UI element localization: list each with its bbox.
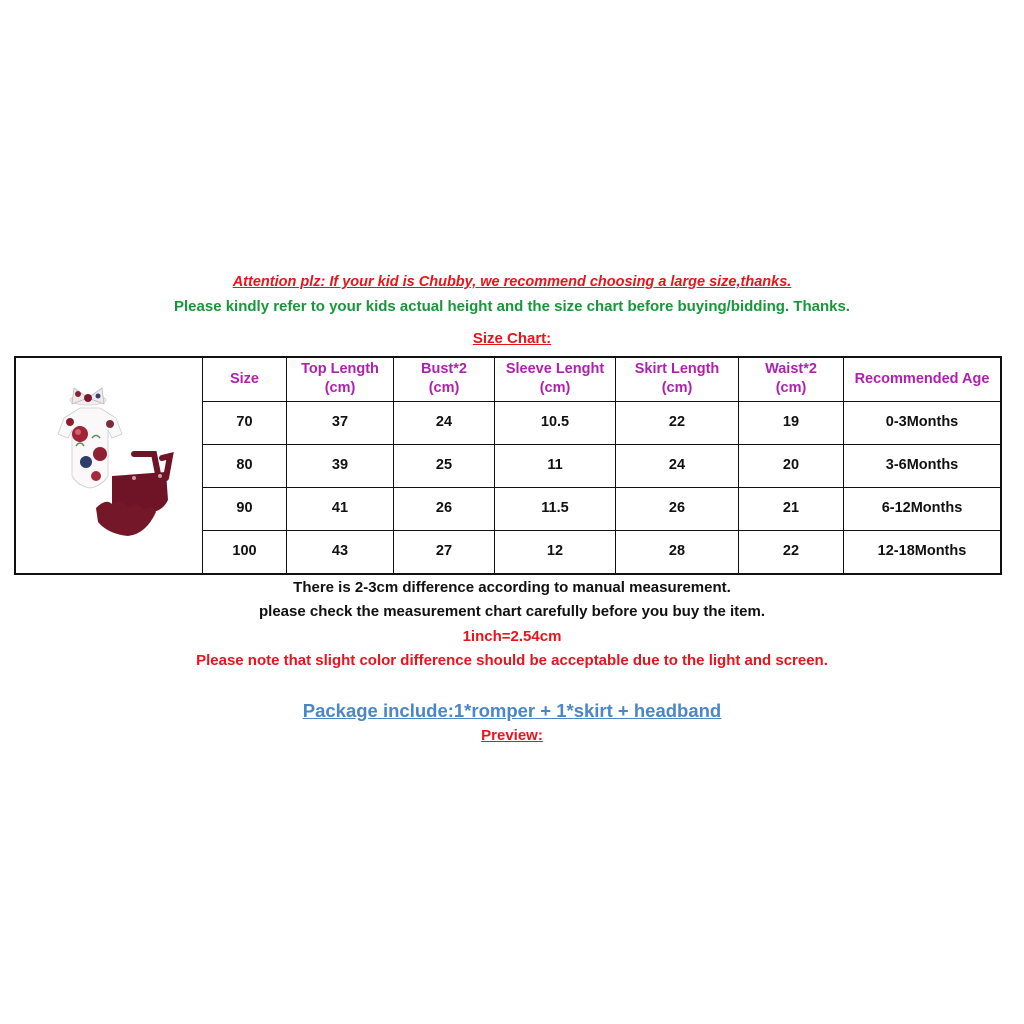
cell-size: 70 xyxy=(203,401,287,444)
cell-size: 80 xyxy=(203,444,287,487)
cell-sleeve-length: 12 xyxy=(495,530,616,573)
headband-icon xyxy=(70,388,106,405)
header-sleeve-length: Sleeve Lenght (cm) xyxy=(495,358,616,401)
attention-notice: Attention plz: If your kid is Chubby, we recommend choosing a large size,thanks. xyxy=(232,274,792,290)
size-chart-table xyxy=(14,356,1002,575)
table-row xyxy=(203,487,1000,530)
cell-age: 6-12Months xyxy=(844,487,1001,530)
header-size: Size xyxy=(203,358,287,401)
header-waist: Waist*2 (cm) xyxy=(739,358,844,401)
cell-top-length: 37 xyxy=(287,401,394,444)
cell-bust: 25 xyxy=(394,444,495,487)
cell-waist: 21 xyxy=(739,487,844,530)
cell-age: 3-6Months xyxy=(844,444,1001,487)
cell-size: 100 xyxy=(203,530,287,573)
header-top-length: Top Length (cm) xyxy=(287,358,394,401)
check-chart-note: please check the measurement chart carefully before you buy the item. xyxy=(258,603,765,620)
cell-skirt-length: 28 xyxy=(616,530,739,573)
outfit-illustration xyxy=(16,358,202,573)
cell-bust: 27 xyxy=(394,530,495,573)
cell-top-length: 43 xyxy=(287,530,394,573)
cell-size: 90 xyxy=(203,487,287,530)
cell-sleeve-length: 10.5 xyxy=(495,401,616,444)
product-image-cell xyxy=(16,358,203,573)
header-bust: Bust*2 (cm) xyxy=(394,358,495,401)
header-recommended-age: Recommended Age xyxy=(844,358,1001,401)
cell-top-length: 39 xyxy=(287,444,394,487)
measurement-difference-note: There is 2-3cm difference according to manual measurement. xyxy=(293,579,731,596)
inch-conversion-note: 1inch=2.54cm xyxy=(462,628,562,645)
preview-label: Preview: xyxy=(481,727,543,744)
package-include-link[interactable]: Package include:1*romper + 1*skirt + headband xyxy=(302,700,722,721)
cell-waist: 20 xyxy=(739,444,844,487)
table-header-row xyxy=(203,358,1000,401)
cell-bust: 24 xyxy=(394,401,495,444)
cell-waist: 19 xyxy=(739,401,844,444)
table-row xyxy=(203,401,1000,444)
refer-notice: Please kindly refer to your kids actual height and the size chart before buying/bidding. Thanks. xyxy=(174,298,850,315)
header-skirt-length: Skirt Length (cm) xyxy=(616,358,739,401)
table-row xyxy=(203,444,1000,487)
cell-sleeve-length: 11.5 xyxy=(495,487,616,530)
cell-skirt-length: 26 xyxy=(616,487,739,530)
cell-waist: 22 xyxy=(739,530,844,573)
table-row xyxy=(203,530,1000,573)
cell-sleeve-length: 11 xyxy=(495,444,616,487)
cell-age: 12-18Months xyxy=(844,530,1001,573)
size-chart-title: Size Chart: xyxy=(472,330,552,347)
size-table xyxy=(203,358,1000,573)
color-difference-note: Please note that slight color difference should be acceptable due to the light and screen. xyxy=(196,652,828,669)
cell-skirt-length: 24 xyxy=(616,444,739,487)
cell-skirt-length: 22 xyxy=(616,401,739,444)
cell-top-length: 41 xyxy=(287,487,394,530)
cell-bust: 26 xyxy=(394,487,495,530)
cell-age: 0-3Months xyxy=(844,401,1001,444)
